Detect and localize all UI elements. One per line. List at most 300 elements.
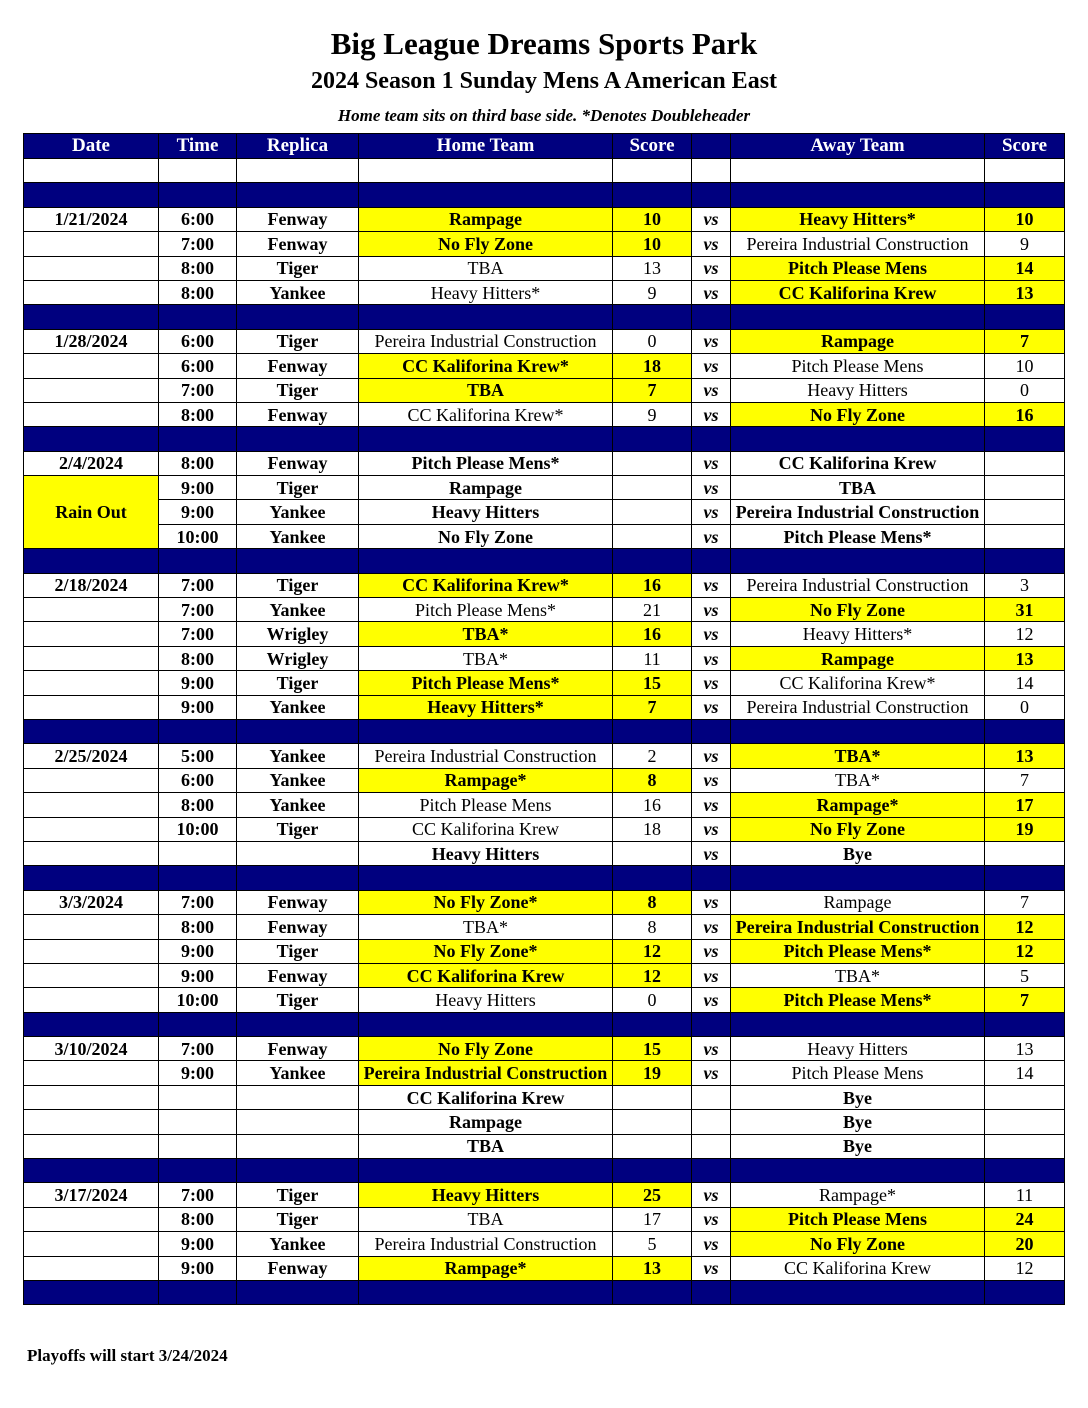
home-team-cell: Pitch Please Mens* [359, 671, 613, 695]
replica-cell: Tiger [237, 988, 359, 1012]
vs-cell: vs [692, 207, 731, 231]
time-cell: 8:00 [159, 256, 237, 280]
date-cell [24, 1134, 159, 1158]
game-row [24, 622, 1065, 646]
away-team-cell: TBA [731, 476, 985, 500]
away-team-cell: Pitch Please Mens* [731, 988, 985, 1012]
home-score-cell: 2 [613, 744, 692, 768]
replica-cell: Yankee [237, 744, 359, 768]
home-team-cell: Pereira Industrial Construction [359, 329, 613, 353]
away-team-cell: Pitch Please Mens [731, 1061, 985, 1085]
replica-cell: Yankee [237, 793, 359, 817]
schedule-body [24, 159, 1065, 1305]
date-cell [24, 256, 159, 280]
away-score-cell: 12 [985, 622, 1065, 646]
home-team-cell: Pereira Industrial Construction [359, 1061, 613, 1085]
home-score-cell: 13 [613, 1256, 692, 1280]
separator-cell [159, 183, 237, 207]
separator-cell [359, 719, 613, 743]
vs-cell: vs [692, 232, 731, 256]
home-score-cell: 15 [613, 1037, 692, 1061]
away-score-cell: 0 [985, 378, 1065, 402]
home-score-cell [613, 841, 692, 865]
game-row [24, 500, 1065, 524]
game-row [24, 524, 1065, 548]
away-team-cell: Heavy Hitters* [731, 207, 985, 231]
separator-cell [24, 427, 159, 451]
game-row [24, 232, 1065, 256]
home-score-cell: 12 [613, 963, 692, 987]
vs-cell: vs [692, 451, 731, 475]
home-score-cell [613, 524, 692, 548]
vs-cell: vs [692, 378, 731, 402]
away-score-cell: 7 [985, 768, 1065, 792]
away-team-cell: TBA* [731, 963, 985, 987]
vs-cell: vs [692, 256, 731, 280]
replica-cell: Fenway [237, 402, 359, 426]
home-score-cell [613, 476, 692, 500]
away-score-cell: 0 [985, 695, 1065, 719]
schedule-table [23, 133, 1065, 1305]
separator-cell [731, 427, 985, 451]
home-score-cell: 18 [613, 354, 692, 378]
time-cell: 9:00 [159, 1232, 237, 1256]
replica-cell: Tiger [237, 256, 359, 280]
separator-cell [237, 183, 359, 207]
separator-cell [613, 719, 692, 743]
separator-cell [24, 549, 159, 573]
replica-cell: Tiger [237, 939, 359, 963]
time-cell: 9:00 [159, 476, 237, 500]
time-cell: 10:00 [159, 988, 237, 1012]
separator-cell [985, 305, 1065, 329]
separator-cell [237, 866, 359, 890]
home-score-cell: 7 [613, 378, 692, 402]
home-team-cell: TBA [359, 1134, 613, 1158]
separator-cell [359, 1280, 613, 1304]
home-score-cell: 8 [613, 890, 692, 914]
separator-cell [159, 305, 237, 329]
date-cell [24, 939, 159, 963]
vs-cell: vs [692, 476, 731, 500]
separator-cell [159, 1159, 237, 1183]
game-row [24, 354, 1065, 378]
game-row [24, 256, 1065, 280]
separator-cell [24, 183, 159, 207]
separator-cell [159, 719, 237, 743]
replica-cell: Fenway [237, 451, 359, 475]
replica-cell [237, 1110, 359, 1134]
home-team-cell: Pitch Please Mens* [359, 598, 613, 622]
separator-cell [359, 305, 613, 329]
separator-cell [159, 1280, 237, 1304]
away-team-cell: Pereira Industrial Construction [731, 500, 985, 524]
away-team-cell: CC Kaliforina Krew [731, 451, 985, 475]
date-cell [24, 354, 159, 378]
date-cell [24, 232, 159, 256]
home-team-cell: CC Kaliforina Krew* [359, 402, 613, 426]
vs-cell: vs [692, 354, 731, 378]
away-score-cell: 13 [985, 744, 1065, 768]
away-score-cell [985, 524, 1065, 548]
away-team-cell: Pitch Please Mens [731, 256, 985, 280]
game-row [24, 1183, 1065, 1207]
week-separator-row [24, 549, 1065, 573]
vs-cell: vs [692, 500, 731, 524]
time-cell: 7:00 [159, 1037, 237, 1061]
date-cell [24, 378, 159, 402]
game-row [24, 768, 1065, 792]
week-separator-row [24, 1280, 1065, 1304]
date-cell [24, 402, 159, 426]
time-cell: 6:00 [159, 768, 237, 792]
home-score-cell: 16 [613, 573, 692, 597]
separator-cell [731, 1280, 985, 1304]
time-cell: 9:00 [159, 939, 237, 963]
home-team-cell: No Fly Zone* [359, 890, 613, 914]
week-separator-row [24, 305, 1065, 329]
vs-cell: vs [692, 329, 731, 353]
vs-cell: vs [692, 1183, 731, 1207]
separator-cell [731, 549, 985, 573]
home-score-cell: 5 [613, 1232, 692, 1256]
game-row [24, 1207, 1065, 1231]
separator-cell [24, 1159, 159, 1183]
replica-cell: Fenway [237, 1256, 359, 1280]
away-team-cell: CC Kaliforina Krew* [731, 671, 985, 695]
game-row [24, 1134, 1065, 1158]
separator-cell [692, 1159, 731, 1183]
separator-cell [237, 305, 359, 329]
separator-cell [692, 183, 731, 207]
home-score-cell: 8 [613, 768, 692, 792]
game-row [24, 159, 1065, 183]
home-score-cell: 0 [613, 329, 692, 353]
separator-cell [692, 549, 731, 573]
game-row [24, 915, 1065, 939]
replica-cell: Fenway [237, 207, 359, 231]
replica-cell: Fenway [237, 963, 359, 987]
vs-cell: vs [692, 841, 731, 865]
date-cell [24, 1232, 159, 1256]
time-cell: 10:00 [159, 524, 237, 548]
time-cell: 8:00 [159, 915, 237, 939]
game-row [24, 598, 1065, 622]
vs-cell: vs [692, 1037, 731, 1061]
time-cell: 7:00 [159, 598, 237, 622]
vs-cell: vs [692, 793, 731, 817]
separator-cell [359, 1012, 613, 1036]
away-team-cell: Bye [731, 841, 985, 865]
game-row [24, 1037, 1065, 1061]
separator-cell [237, 427, 359, 451]
game-row [24, 939, 1065, 963]
away-score-cell: 31 [985, 598, 1065, 622]
replica-cell [237, 1085, 359, 1109]
separator-cell [24, 719, 159, 743]
vs-cell [692, 1134, 731, 1158]
vs-cell: vs [692, 744, 731, 768]
vs-cell: vs [692, 768, 731, 792]
time-cell: 8:00 [159, 451, 237, 475]
replica-cell: Fenway [237, 232, 359, 256]
away-team-cell: TBA* [731, 744, 985, 768]
away-score-cell: 20 [985, 1232, 1065, 1256]
vs-cell: vs [692, 622, 731, 646]
date-cell [24, 915, 159, 939]
date-cell [24, 1085, 159, 1109]
col-replica: Replica [237, 134, 359, 159]
home-team-cell: TBA* [359, 622, 613, 646]
vs-cell: vs [692, 671, 731, 695]
date-cell: 2/18/2024 [24, 573, 159, 597]
away-team-cell: Pitch Please Mens* [731, 524, 985, 548]
separator-cell [24, 305, 159, 329]
vs-cell: vs [692, 1061, 731, 1085]
away-score-cell: 24 [985, 1207, 1065, 1231]
replica-cell: Wrigley [237, 646, 359, 670]
week-separator-row [24, 866, 1065, 890]
separator-cell [24, 1012, 159, 1036]
col-away-team: Away Team [731, 134, 985, 159]
game-row [24, 329, 1065, 353]
col-time: Time [159, 134, 237, 159]
vs-cell: vs [692, 1207, 731, 1231]
away-score-cell: 10 [985, 207, 1065, 231]
time-cell: 5:00 [159, 744, 237, 768]
away-score-cell: 7 [985, 329, 1065, 353]
time-cell: 10:00 [159, 817, 237, 841]
separator-cell [237, 1012, 359, 1036]
separator-cell [692, 719, 731, 743]
date-cell [24, 1256, 159, 1280]
home-score-cell: 16 [613, 793, 692, 817]
home-score-cell: 25 [613, 1183, 692, 1207]
time-cell: 7:00 [159, 378, 237, 402]
separator-cell [731, 719, 985, 743]
home-team-cell: TBA [359, 1207, 613, 1231]
game-row [24, 1061, 1065, 1085]
home-score-cell: 8 [613, 915, 692, 939]
home-score-cell: 13 [613, 256, 692, 280]
home-score-cell: 21 [613, 598, 692, 622]
separator-cell [613, 183, 692, 207]
game-row [24, 1110, 1065, 1134]
away-team-cell: Bye [731, 1134, 985, 1158]
away-team-cell: Pitch Please Mens* [731, 939, 985, 963]
replica-cell: Yankee [237, 695, 359, 719]
time-cell: 7:00 [159, 622, 237, 646]
vs-cell: vs [692, 573, 731, 597]
date-cell [24, 841, 159, 865]
away-score-cell: 7 [985, 988, 1065, 1012]
home-team-cell: CC Kaliforina Krew* [359, 354, 613, 378]
home-team-cell: No Fly Zone [359, 232, 613, 256]
game-row [24, 744, 1065, 768]
vs-cell [692, 1110, 731, 1134]
replica-cell [237, 1134, 359, 1158]
home-team-cell: Heavy Hitters* [359, 280, 613, 304]
separator-cell [359, 549, 613, 573]
col-home-score: Score [613, 134, 692, 159]
replica-cell: Wrigley [237, 622, 359, 646]
col-away-score: Score [985, 134, 1065, 159]
date-cell: 3/3/2024 [24, 890, 159, 914]
home-team-cell: No Fly Zone [359, 524, 613, 548]
away-team-cell: Pitch Please Mens [731, 354, 985, 378]
away-score-cell: 13 [985, 1037, 1065, 1061]
separator-cell [692, 305, 731, 329]
home-team-cell: CC Kaliforina Krew [359, 963, 613, 987]
replica-cell: Tiger [237, 671, 359, 695]
home-team-cell: Pereira Industrial Construction [359, 1232, 613, 1256]
game-row [24, 378, 1065, 402]
away-team-cell: Heavy Hitters* [731, 622, 985, 646]
separator-cell [731, 183, 985, 207]
away-team-cell: Rampage* [731, 793, 985, 817]
away-team-cell: CC Kaliforina Krew [731, 280, 985, 304]
separator-cell [613, 427, 692, 451]
away-score-cell [985, 1085, 1065, 1109]
away-team-cell: No Fly Zone [731, 402, 985, 426]
game-row [24, 451, 1065, 475]
time-cell: 8:00 [159, 402, 237, 426]
separator-cell [985, 549, 1065, 573]
away-score-cell: 14 [985, 1061, 1065, 1085]
away-score-cell: 3 [985, 573, 1065, 597]
date-cell [24, 695, 159, 719]
col-date: Date [24, 134, 159, 159]
date-cell: 3/10/2024 [24, 1037, 159, 1061]
away-team-cell: Heavy Hitters [731, 378, 985, 402]
replica-cell: Fenway [237, 890, 359, 914]
separator-cell [731, 1012, 985, 1036]
separator-cell [613, 866, 692, 890]
game-row [24, 280, 1065, 304]
rain-out-label: Rain Out [24, 476, 159, 549]
date-cell [24, 988, 159, 1012]
game-row [24, 890, 1065, 914]
home-score-cell: 19 [613, 1061, 692, 1085]
doubleheader-note: Home team sits on third base side. *Denotes Doubleheader [337, 106, 751, 125]
date-cell: 1/28/2024 [24, 329, 159, 353]
separator-cell [985, 183, 1065, 207]
time-cell: 6:00 [159, 354, 237, 378]
time-cell: 9:00 [159, 963, 237, 987]
home-team-cell: TBA [359, 378, 613, 402]
home-team-cell: Rampage* [359, 768, 613, 792]
away-score-cell [985, 841, 1065, 865]
time-cell: 9:00 [159, 500, 237, 524]
separator-cell [613, 305, 692, 329]
away-team-cell: Rampage [731, 890, 985, 914]
separator-cell [692, 427, 731, 451]
separator-cell [613, 1159, 692, 1183]
home-team-cell: No Fly Zone [359, 1037, 613, 1061]
replica-cell [237, 841, 359, 865]
away-score-cell: 5 [985, 963, 1065, 987]
date-cell [24, 793, 159, 817]
time-cell: 7:00 [159, 890, 237, 914]
separator-cell [159, 427, 237, 451]
separator-cell [359, 427, 613, 451]
home-score-cell: 11 [613, 646, 692, 670]
separator-cell [237, 549, 359, 573]
game-row [24, 573, 1065, 597]
replica-cell: Tiger [237, 573, 359, 597]
replica-cell: Yankee [237, 1061, 359, 1085]
replica-cell: Tiger [237, 329, 359, 353]
separator-cell [159, 549, 237, 573]
vs-cell: vs [692, 402, 731, 426]
vs-cell: vs [692, 890, 731, 914]
away-team-cell: TBA* [731, 768, 985, 792]
game-row [24, 646, 1065, 670]
playoffs-note: Playoffs will start 3/24/2024 [27, 1346, 228, 1365]
home-team-cell: CC Kaliforina Krew [359, 1085, 613, 1109]
away-score-cell: 19 [985, 817, 1065, 841]
date-cell: 2/4/2024 [24, 451, 159, 475]
replica-cell: Fenway [237, 354, 359, 378]
date-cell [24, 817, 159, 841]
separator-cell [731, 866, 985, 890]
vs-cell: vs [692, 817, 731, 841]
separator-cell [985, 866, 1065, 890]
home-score-cell: 12 [613, 939, 692, 963]
away-team-cell: Rampage [731, 646, 985, 670]
away-team-cell: Bye [731, 1085, 985, 1109]
time-cell: 8:00 [159, 1207, 237, 1231]
date-cell: 1/21/2024 [24, 207, 159, 231]
away-score-cell: 13 [985, 280, 1065, 304]
away-score-cell [985, 159, 1065, 183]
away-team-cell [731, 159, 985, 183]
separator-cell [985, 1280, 1065, 1304]
vs-cell: vs [692, 1256, 731, 1280]
home-score-cell: 15 [613, 671, 692, 695]
vs-cell: vs [692, 280, 731, 304]
separator-cell [613, 1280, 692, 1304]
date-cell [24, 1061, 159, 1085]
home-team-cell: Heavy Hitters [359, 988, 613, 1012]
col-home-team: Home Team [359, 134, 613, 159]
time-cell [159, 841, 237, 865]
replica-cell: Yankee [237, 524, 359, 548]
separator-cell [237, 1159, 359, 1183]
separator-cell [985, 427, 1065, 451]
date-cell [24, 646, 159, 670]
separator-cell [692, 1012, 731, 1036]
vs-cell [692, 1085, 731, 1109]
vs-cell: vs [692, 524, 731, 548]
replica-cell: Tiger [237, 1207, 359, 1231]
time-cell: 8:00 [159, 793, 237, 817]
time-cell: 9:00 [159, 671, 237, 695]
separator-cell [692, 866, 731, 890]
replica-cell: Yankee [237, 1232, 359, 1256]
vs-cell [692, 159, 731, 183]
week-separator-row [24, 1012, 1065, 1036]
home-team-cell: Rampage [359, 476, 613, 500]
vs-cell: vs [692, 988, 731, 1012]
home-score-cell: 10 [613, 232, 692, 256]
replica-cell: Yankee [237, 500, 359, 524]
time-cell: 6:00 [159, 329, 237, 353]
game-row [24, 988, 1065, 1012]
time-cell: 7:00 [159, 573, 237, 597]
date-cell [24, 671, 159, 695]
separator-cell [985, 719, 1065, 743]
